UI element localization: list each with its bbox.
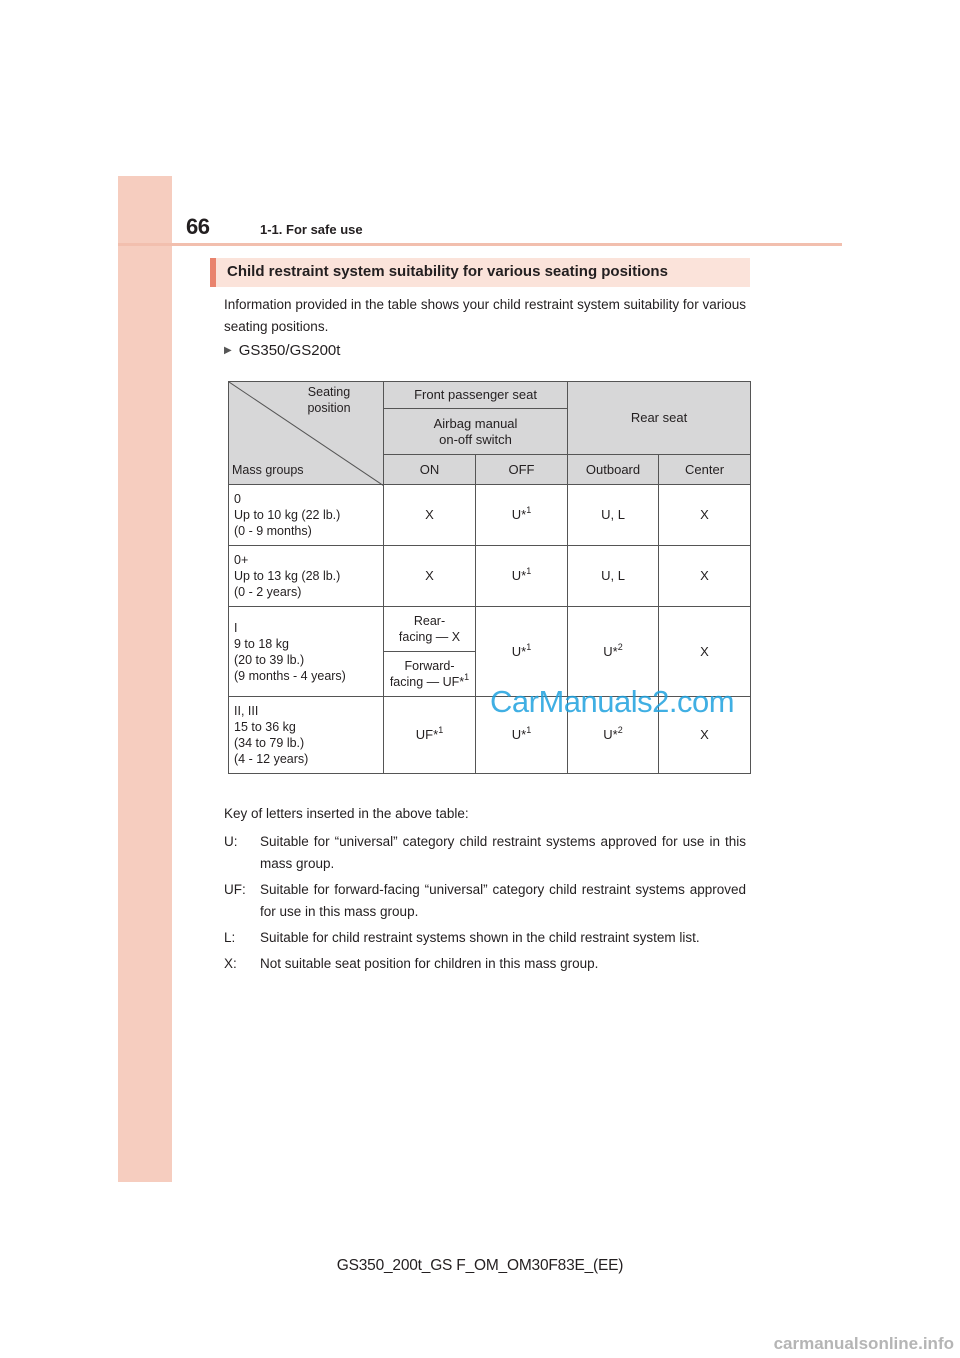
watermark: CarManuals2.com [490, 684, 735, 719]
cell-outboard-text: U* [603, 643, 618, 659]
key-description: Suitable for forward-facing “universal” category child restraint systems approved for use in this mass group. [260, 882, 746, 919]
key-description: Suitable for child restraint systems shown in the child restraint system list. [260, 930, 700, 945]
cell-center: X [659, 607, 751, 697]
group-mass: 15 to 36 kg [234, 720, 296, 734]
cell-outboard: U, L [568, 546, 659, 607]
group-age: (0 - 9 months) [234, 524, 312, 538]
header-on: ON [384, 455, 476, 485]
cell-outboard: U, L [568, 485, 659, 546]
intro-paragraph: Information provided in the table shows your child restraint system suitability for various seating positions. [224, 297, 746, 334]
group-mass-lb: (34 to 79 lb.) [234, 736, 305, 750]
key-description: Suitable for “universal” category child restraint systems approved for use in this mass group. [260, 834, 746, 871]
header-outboard: Outboard [568, 455, 659, 485]
mass-group-cell [229, 485, 384, 546]
group-label: I [234, 620, 238, 635]
group-mass: Up to 13 kg (28 lb.) [234, 569, 341, 583]
key-section [224, 803, 746, 979]
corner-mass-groups: Mass groups [232, 463, 304, 477]
mass-group-cell [229, 607, 384, 697]
key-intro: Key of letters inserted in the above table: [224, 806, 469, 821]
footnote-ref: 1 [526, 505, 532, 515]
cell-center: X [659, 697, 751, 774]
header-off: OFF [476, 455, 568, 485]
cell-on [384, 697, 476, 774]
key-letter: L: [224, 930, 236, 945]
footnote-ref: 1 [438, 725, 444, 735]
corner-top-line1: Seating [307, 385, 351, 399]
mass-group-cell [229, 697, 384, 774]
group-label: 0 [234, 492, 241, 506]
key-letter: U: [224, 834, 238, 849]
key-description: Not suitable seat position for children in this mass group. [260, 956, 599, 971]
key-item [224, 879, 746, 923]
footnote-ref: 1 [526, 725, 532, 735]
cell-off [476, 485, 568, 546]
rear-facing-line1: Rear- [413, 614, 446, 628]
rear-facing-line2: facing — X [398, 630, 461, 644]
footer-document-code: GS350_200t_GS F_OM_OM30F83E_(EE) [336, 1257, 624, 1274]
header-rear-seat: Rear seat [568, 382, 751, 455]
group-mass-lb: (20 to 39 lb.) [234, 652, 305, 667]
key-letter: UF: [224, 882, 246, 897]
page-number: 66 [186, 214, 210, 239]
forward-facing-line1: Forward- [404, 659, 455, 673]
cell-on: X [384, 546, 476, 607]
table-row [229, 485, 751, 546]
cell-off-text: U* [511, 568, 527, 583]
cell-off [476, 546, 568, 607]
footnote-ref: 2 [617, 725, 623, 735]
footnote-ref: 1 [464, 672, 470, 682]
key-item [224, 927, 746, 949]
corner-top-line2: position [307, 401, 351, 415]
group-label: 0+ [234, 553, 249, 567]
group-age: (0 - 2 years) [234, 585, 302, 599]
table-corner-cell [229, 382, 384, 485]
forward-facing-line2: facing — UF* [389, 675, 465, 689]
cell-on-text: UF* [415, 727, 439, 742]
cell-center: X [659, 546, 751, 607]
cell-on: X [384, 485, 476, 546]
header-center: Center [659, 455, 751, 485]
footer-site-link[interactable]: carmanualsonline.info [773, 1334, 954, 1353]
group-mass: 9 to 18 kg [234, 636, 289, 651]
cell-outboard-text: U* [603, 727, 618, 742]
footnote-ref: 1 [526, 566, 532, 576]
corner-seating-position [299, 384, 359, 416]
key-item [224, 953, 746, 975]
arrow-right-icon: ▶ [224, 345, 232, 356]
side-band [118, 176, 172, 1182]
cell-off-text: U* [511, 643, 527, 659]
cell-outboard [568, 607, 659, 697]
footnote-ref: 1 [526, 641, 532, 652]
model-name: GS350/GS200t [238, 342, 341, 359]
key-item [224, 831, 746, 875]
group-age: (4 - 12 years) [234, 752, 309, 766]
group-age: (9 months - 4 years) [234, 668, 346, 683]
model-line [224, 342, 340, 359]
section-heading-bar [210, 258, 750, 287]
group-mass: Up to 10 kg (22 lb.) [234, 508, 341, 522]
key-letter: X: [224, 956, 237, 971]
table-row [229, 607, 751, 652]
airbag-line1: Airbag manual [433, 415, 518, 431]
cell-off [476, 607, 568, 697]
cell-center: X [659, 485, 751, 546]
mass-group-cell [229, 546, 384, 607]
section-label: 1-1. For safe use [260, 222, 363, 237]
table-row [229, 546, 751, 607]
cell-off-text: U* [511, 727, 527, 742]
cell-on-forward-facing [384, 652, 476, 697]
header-rule [118, 243, 842, 246]
airbag-line2: on-off switch [439, 431, 512, 447]
section-heading: Child restraint system suitability for various seating positions [227, 263, 668, 280]
group-label: II, III [234, 704, 259, 718]
cell-on-rear-facing [384, 607, 476, 652]
footnote-ref: 2 [617, 641, 623, 652]
header-airbag-switch [384, 409, 568, 455]
header-front-passenger-seat: Front passenger seat [384, 382, 568, 409]
cell-off-text: U* [511, 507, 527, 522]
